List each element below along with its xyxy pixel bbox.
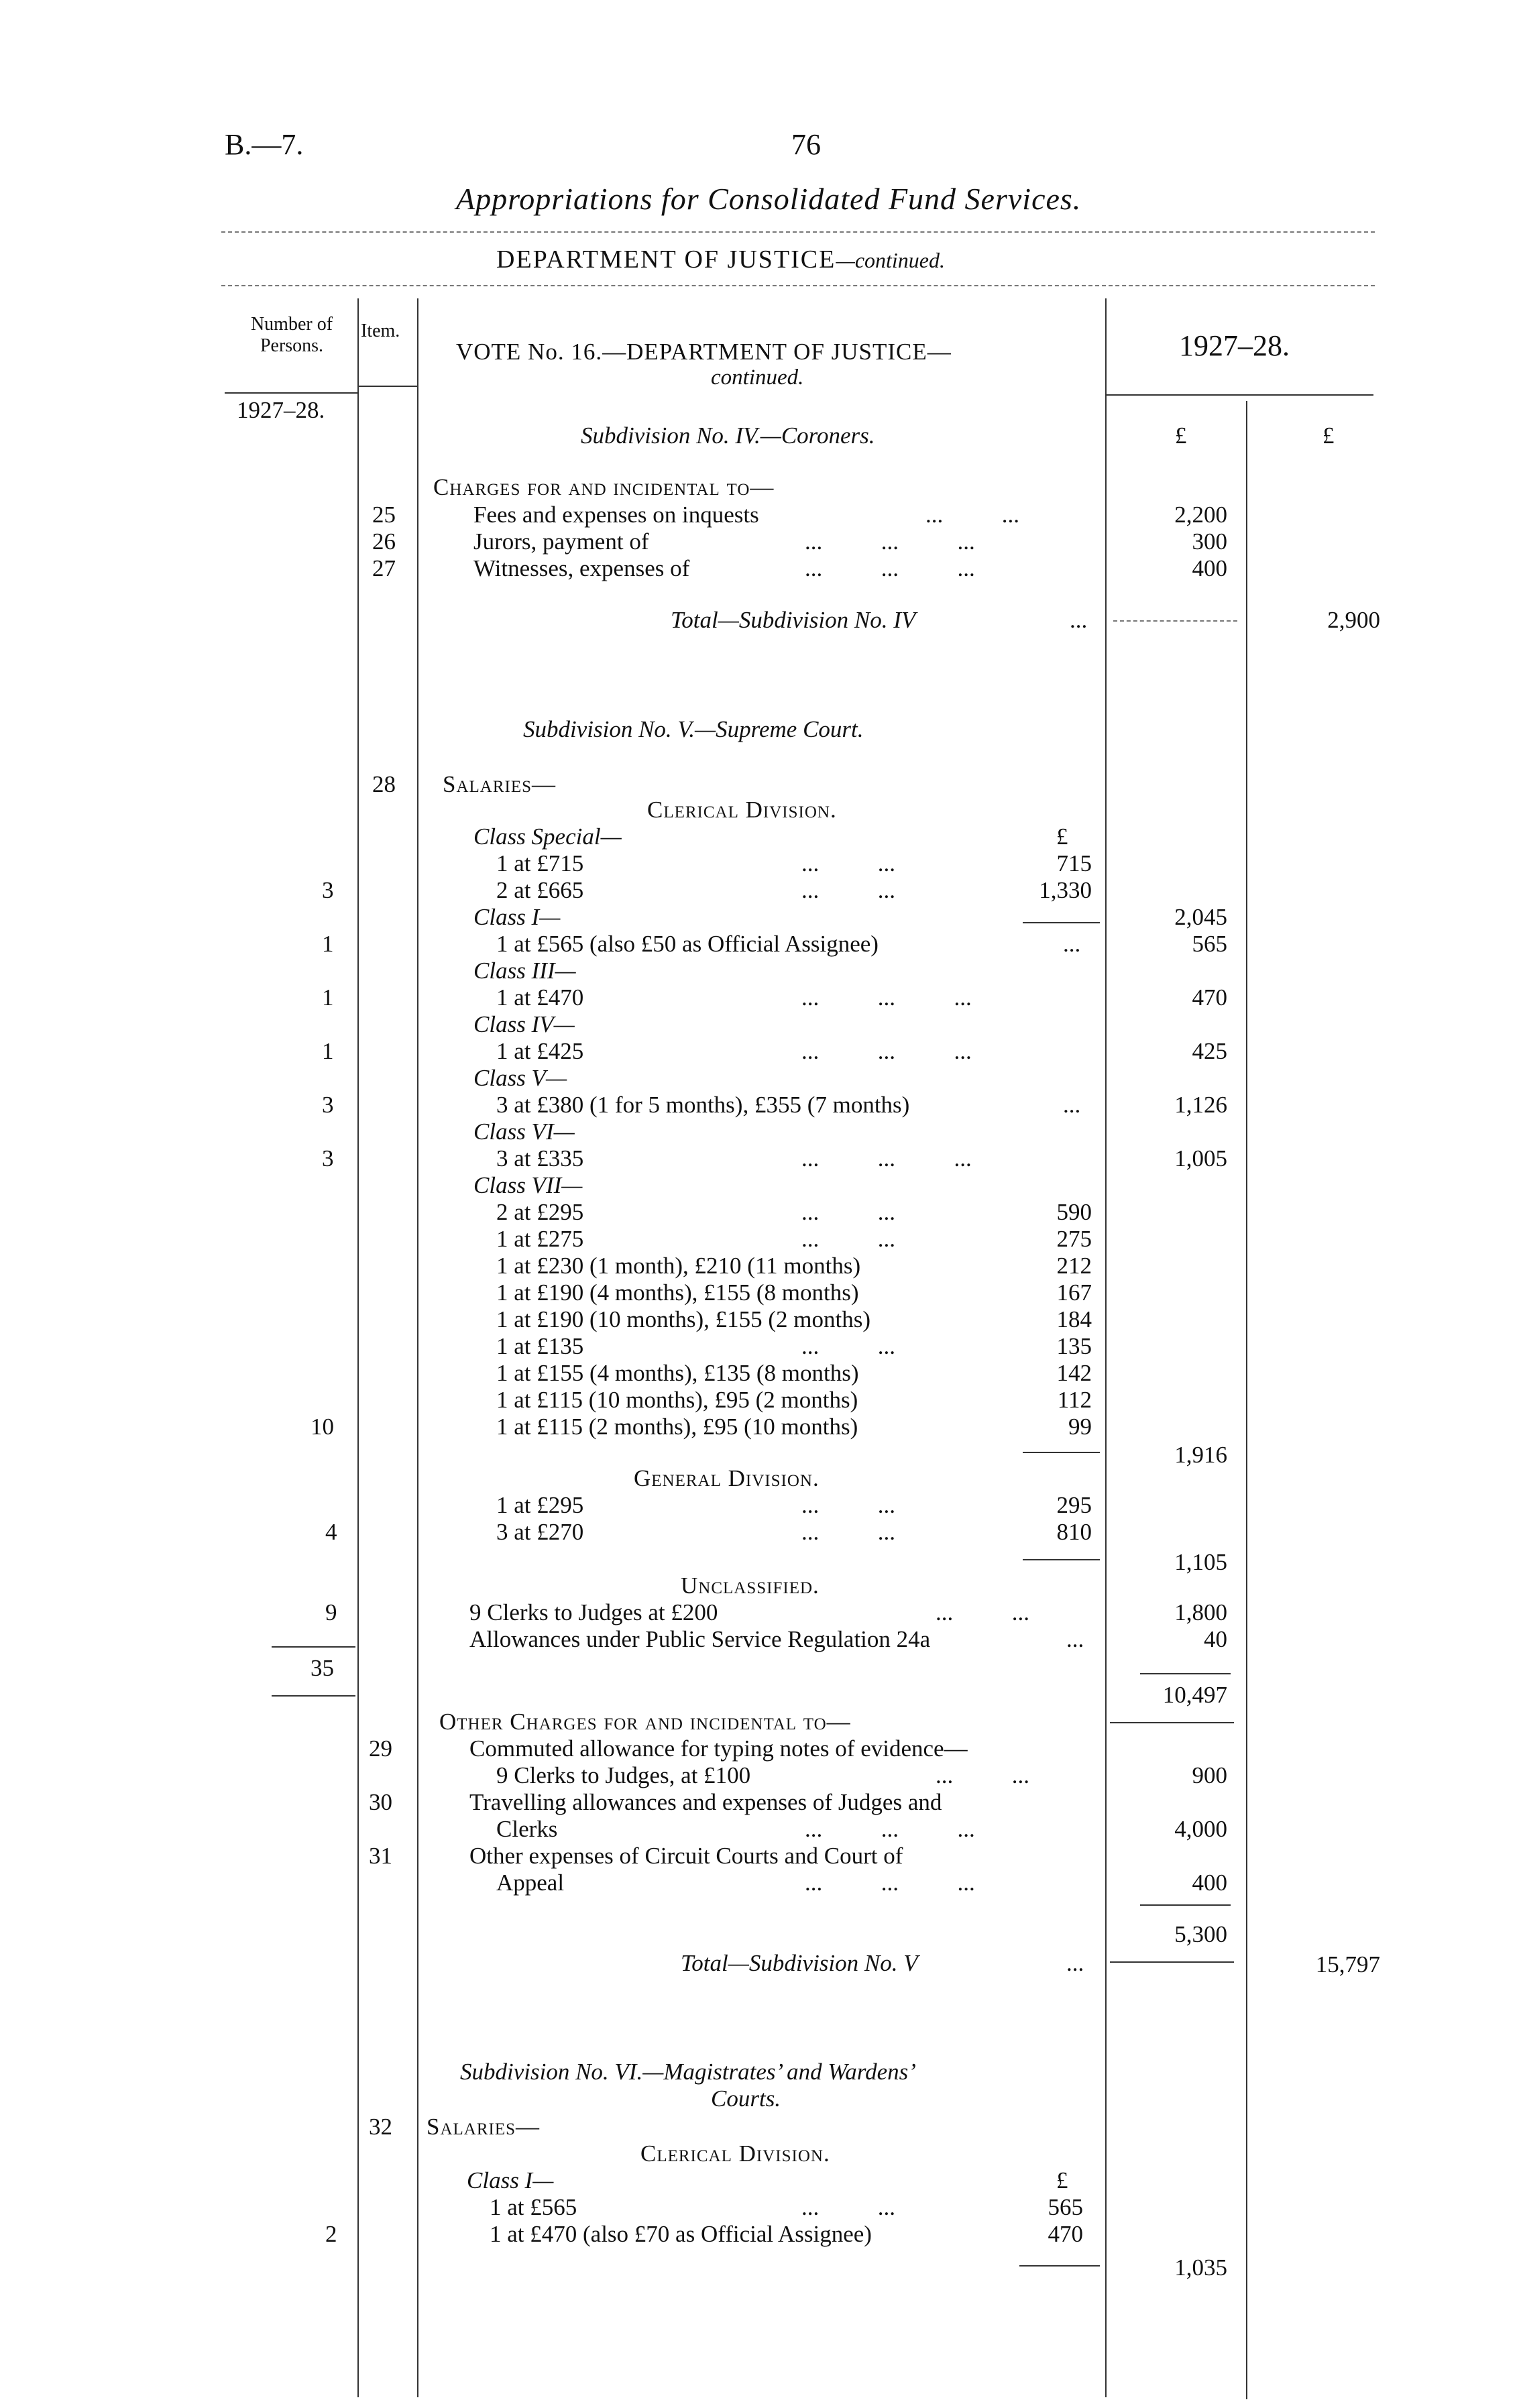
amount: 400 [1192, 1870, 1227, 1896]
pound-col2: £ [1322, 422, 1335, 449]
col-rule-1 [357, 298, 359, 2397]
persons-total: 35 [311, 1655, 334, 1681]
salary-line: 3 at £270 [496, 1519, 584, 1545]
department-continued: —continued. [836, 248, 945, 272]
subtotal-rule [1023, 1559, 1100, 1560]
title-rule [221, 231, 1375, 233]
salary-line: 9 Clerks to Judges at £200 [469, 1599, 718, 1625]
pound-inner: £ [1056, 823, 1068, 850]
class-6: Class VI— [473, 1119, 575, 1145]
leader-dots: ... ... [801, 1199, 895, 1225]
amount: 1,005 [1174, 1145, 1227, 1171]
clerical-division: Clerical Division. [647, 797, 837, 823]
salary-line: 1 at £565 [490, 2194, 577, 2220]
salary-line: 1 at £115 (2 months), £95 (10 months) [496, 1414, 858, 1440]
sub5-salaries: Salaries— [443, 771, 557, 797]
class-7: Class VII— [473, 1172, 583, 1198]
sub4-line: Jurors, payment of [473, 528, 649, 555]
salary-line: 1 at £425 [496, 1038, 584, 1064]
salary-line: 1 at £715 [496, 850, 584, 876]
persons: 10 [311, 1414, 334, 1440]
leader-dots: ... ... [801, 1226, 895, 1252]
sub6-salaries: Salaries— [427, 2114, 541, 2140]
pound-inner: £ [1056, 2167, 1068, 2193]
persons: 2 [325, 2221, 337, 2247]
salary-line: 1 at £190 (4 months), £155 (8 months) [496, 1279, 859, 1306]
sub4-line: Fees and expenses on inquests [473, 502, 759, 528]
inner-amount: 565 [1048, 2194, 1083, 2220]
other-total: 5,300 [1174, 1921, 1227, 1947]
salary-line: 2 at £665 [496, 877, 584, 903]
amount: 470 [1192, 984, 1227, 1011]
leader-dots: ... ... [925, 502, 1019, 528]
department-name: DEPARTMENT OF JUSTICE [496, 245, 836, 274]
col-rule-2 [417, 298, 418, 2397]
item-number: 28 [372, 771, 396, 797]
amount: 400 [1192, 555, 1227, 581]
item-number: 25 [372, 502, 396, 528]
salary-line: 1 at £565 (also £50 as Official Assignee) [496, 931, 879, 957]
inner-amount: 99 [1068, 1414, 1092, 1440]
amount: 1,035 [1174, 2254, 1227, 2281]
item-number: 30 [369, 1789, 392, 1815]
leader-dots: ... ... [801, 877, 895, 903]
class-1: Class I— [473, 904, 561, 930]
sub4-line: Witnesses, expenses of [473, 555, 690, 581]
salary-line: 1 at £230 (1 month), £210 (11 months) [496, 1253, 861, 1279]
amount: 4,000 [1174, 1816, 1227, 1842]
sub5-total-label: Total—Subdivision No. V [681, 1950, 918, 1976]
sub4-charges: Charges for and incidental to— [433, 474, 775, 500]
salary-line: 1 at £190 (10 months), £155 (2 months) [496, 1306, 871, 1332]
class-1: Class I— [467, 2167, 554, 2193]
persons: 3 [322, 877, 334, 903]
persons: 1 [322, 984, 334, 1011]
amount: 1,800 [1174, 1599, 1227, 1625]
other-line: Appeal [496, 1870, 565, 1896]
amount: 1,126 [1174, 1092, 1227, 1118]
inner-amount: 590 [1056, 1199, 1092, 1225]
salary-line: 1 at £155 (4 months), £135 (8 months) [496, 1360, 859, 1386]
sub4-total-label: Total—Subdivision No. IV [671, 607, 916, 633]
amount: 40 [1204, 1626, 1227, 1652]
salaries-total: 10,497 [1162, 1682, 1227, 1708]
persons: 3 [322, 1145, 334, 1171]
inner-amount: 275 [1056, 1226, 1092, 1252]
leader-dots: ... [1070, 607, 1088, 633]
leader-dots: ... ... [936, 1762, 1029, 1788]
leader-dots: ... ... [801, 2194, 895, 2220]
salary-line: 2 at £295 [496, 1199, 584, 1225]
other-line: Commuted allowance for typing notes of evidence— [469, 1735, 968, 1762]
amount: 1,105 [1174, 1549, 1227, 1575]
item-number: 31 [369, 1843, 392, 1869]
item-number: 32 [369, 2114, 392, 2140]
persons: 9 [325, 1599, 337, 1625]
persons-year: 1927–28. [237, 397, 325, 423]
inner-amount: 167 [1056, 1279, 1092, 1306]
other-charges: Other Charges for and incidental to— [439, 1709, 851, 1735]
class-4: Class IV— [473, 1011, 575, 1037]
leader-dots: ... ... [936, 1599, 1029, 1625]
page-ref: B.—7. [225, 128, 304, 161]
sub5-title: Subdivision No. V.—Supreme Court. [523, 716, 864, 742]
salaries-total-rule [1140, 1673, 1231, 1674]
persons: 1 [322, 1038, 334, 1064]
inner-amount: 715 [1056, 850, 1092, 876]
salary-line: Allowances under Public Service Regulation 24a [469, 1626, 931, 1652]
salary-line: 1 at £470 [496, 984, 584, 1011]
sub5-total: 15,797 [1315, 1951, 1380, 1977]
other-line: Clerks [496, 1816, 558, 1842]
general-division: General Division. [634, 1465, 820, 1491]
item-number: 26 [372, 528, 396, 555]
page-title: Appropriations for Consolidated Fund Services. [456, 182, 1082, 216]
inner-amount: 135 [1056, 1333, 1092, 1359]
amount: 300 [1192, 528, 1227, 555]
sub4-title: Subdivision No. IV.—Coroners. [581, 422, 875, 449]
salary-line: 1 at £135 [496, 1333, 584, 1359]
leader-dots: ... [1063, 1092, 1081, 1118]
amount: 2,200 [1174, 502, 1227, 528]
persons: 4 [325, 1519, 337, 1545]
other-line: 9 Clerks to Judges, at £100 [496, 1762, 751, 1788]
salary-line: 1 at £115 (10 months), £95 (2 months) [496, 1387, 858, 1413]
class-special: Class Special— [473, 823, 622, 850]
sub6-title-cont: Courts. [711, 2085, 781, 2112]
inner-amount: 112 [1057, 1387, 1092, 1413]
pound-col1: £ [1175, 422, 1187, 449]
total-rule [1113, 620, 1237, 622]
total-rule [1110, 1961, 1234, 1963]
leader-dots: ... ... ... [805, 555, 975, 581]
inner-amount: 142 [1056, 1360, 1092, 1386]
salary-line: 1 at £275 [496, 1226, 584, 1252]
inner-amount: 184 [1056, 1306, 1092, 1332]
header-rule-persons [225, 392, 357, 394]
leader-dots: ... ... ... [801, 984, 972, 1011]
vote-title: VOTE No. 16.—DEPARTMENT OF JUSTICE— [456, 339, 952, 365]
persons-total-rule [272, 1646, 355, 1648]
leader-dots: ... ... ... [805, 1870, 975, 1896]
department-heading [496, 245, 945, 274]
col-rule-4 [1246, 401, 1247, 2399]
header-rule-item [357, 386, 418, 387]
subtotal-rule [1019, 2265, 1100, 2267]
page-number: 76 [791, 128, 821, 161]
year-header: 1927–28. [1179, 329, 1290, 362]
header-rule-year [1105, 394, 1373, 396]
leader-dots: ... ... ... [801, 1145, 972, 1171]
amount: 2,045 [1174, 904, 1227, 930]
inner-amount: 295 [1056, 1492, 1092, 1518]
leader-dots: ... ... [801, 1333, 895, 1359]
subtotal-rule [1023, 1452, 1100, 1453]
salary-line: 1 at £295 [496, 1492, 584, 1518]
salaries-total-rule-2 [1110, 1722, 1234, 1723]
department-rule [221, 285, 1375, 286]
inner-amount: 1,330 [1039, 877, 1092, 903]
class-5: Class V— [473, 1065, 567, 1091]
vote-continued: continued. [711, 365, 804, 390]
unclassified: Unclassified. [681, 1572, 820, 1599]
persons: 1 [322, 931, 334, 957]
leader-dots: ... [1066, 1626, 1084, 1652]
number-of-persons-header: Number of Persons. [250, 314, 333, 356]
leader-dots: ... ... [801, 1519, 895, 1545]
leader-dots: ... [1063, 931, 1081, 957]
amount: 900 [1192, 1762, 1227, 1788]
col-rule-3 [1105, 298, 1107, 2397]
persons-total-rule-2 [272, 1695, 355, 1697]
inner-amount: 810 [1056, 1519, 1092, 1545]
class-3: Class III— [473, 958, 576, 984]
leader-dots: ... ... [801, 1492, 895, 1518]
leader-dots: ... ... ... [805, 528, 975, 555]
inner-amount: 470 [1048, 2221, 1083, 2247]
other-line: Travelling allowances and expenses of Judges and [469, 1789, 942, 1815]
subtotal-rule [1023, 922, 1100, 923]
sub6-title: Subdivision No. VI.—Magistrates’ and Wardens’ [460, 2059, 916, 2085]
sub4-total: 2,900 [1327, 607, 1380, 633]
item-number: 29 [369, 1735, 392, 1762]
amount: 1,916 [1174, 1442, 1227, 1468]
persons: 3 [322, 1092, 334, 1118]
clerical-division: Clerical Division. [640, 2140, 830, 2167]
other-total-rule [1140, 1904, 1231, 1906]
item-number: 27 [372, 555, 396, 581]
inner-amount: 212 [1056, 1253, 1092, 1279]
other-line: Other expenses of Circuit Courts and Court of [469, 1843, 903, 1869]
salary-line: 3 at £335 [496, 1145, 584, 1171]
item-header: Item. [361, 321, 400, 341]
salary-line: 3 at £380 (1 for 5 months), £355 (7 months) [496, 1092, 910, 1118]
amount: 565 [1192, 931, 1227, 957]
leader-dots: ... ... ... [805, 1816, 975, 1842]
leader-dots: ... ... ... [801, 1038, 972, 1064]
leader-dots: ... [1066, 1950, 1084, 1976]
leader-dots: ... ... [801, 850, 895, 876]
salary-line: 1 at £470 (also £70 as Official Assignee) [490, 2221, 872, 2247]
amount: 425 [1192, 1038, 1227, 1064]
